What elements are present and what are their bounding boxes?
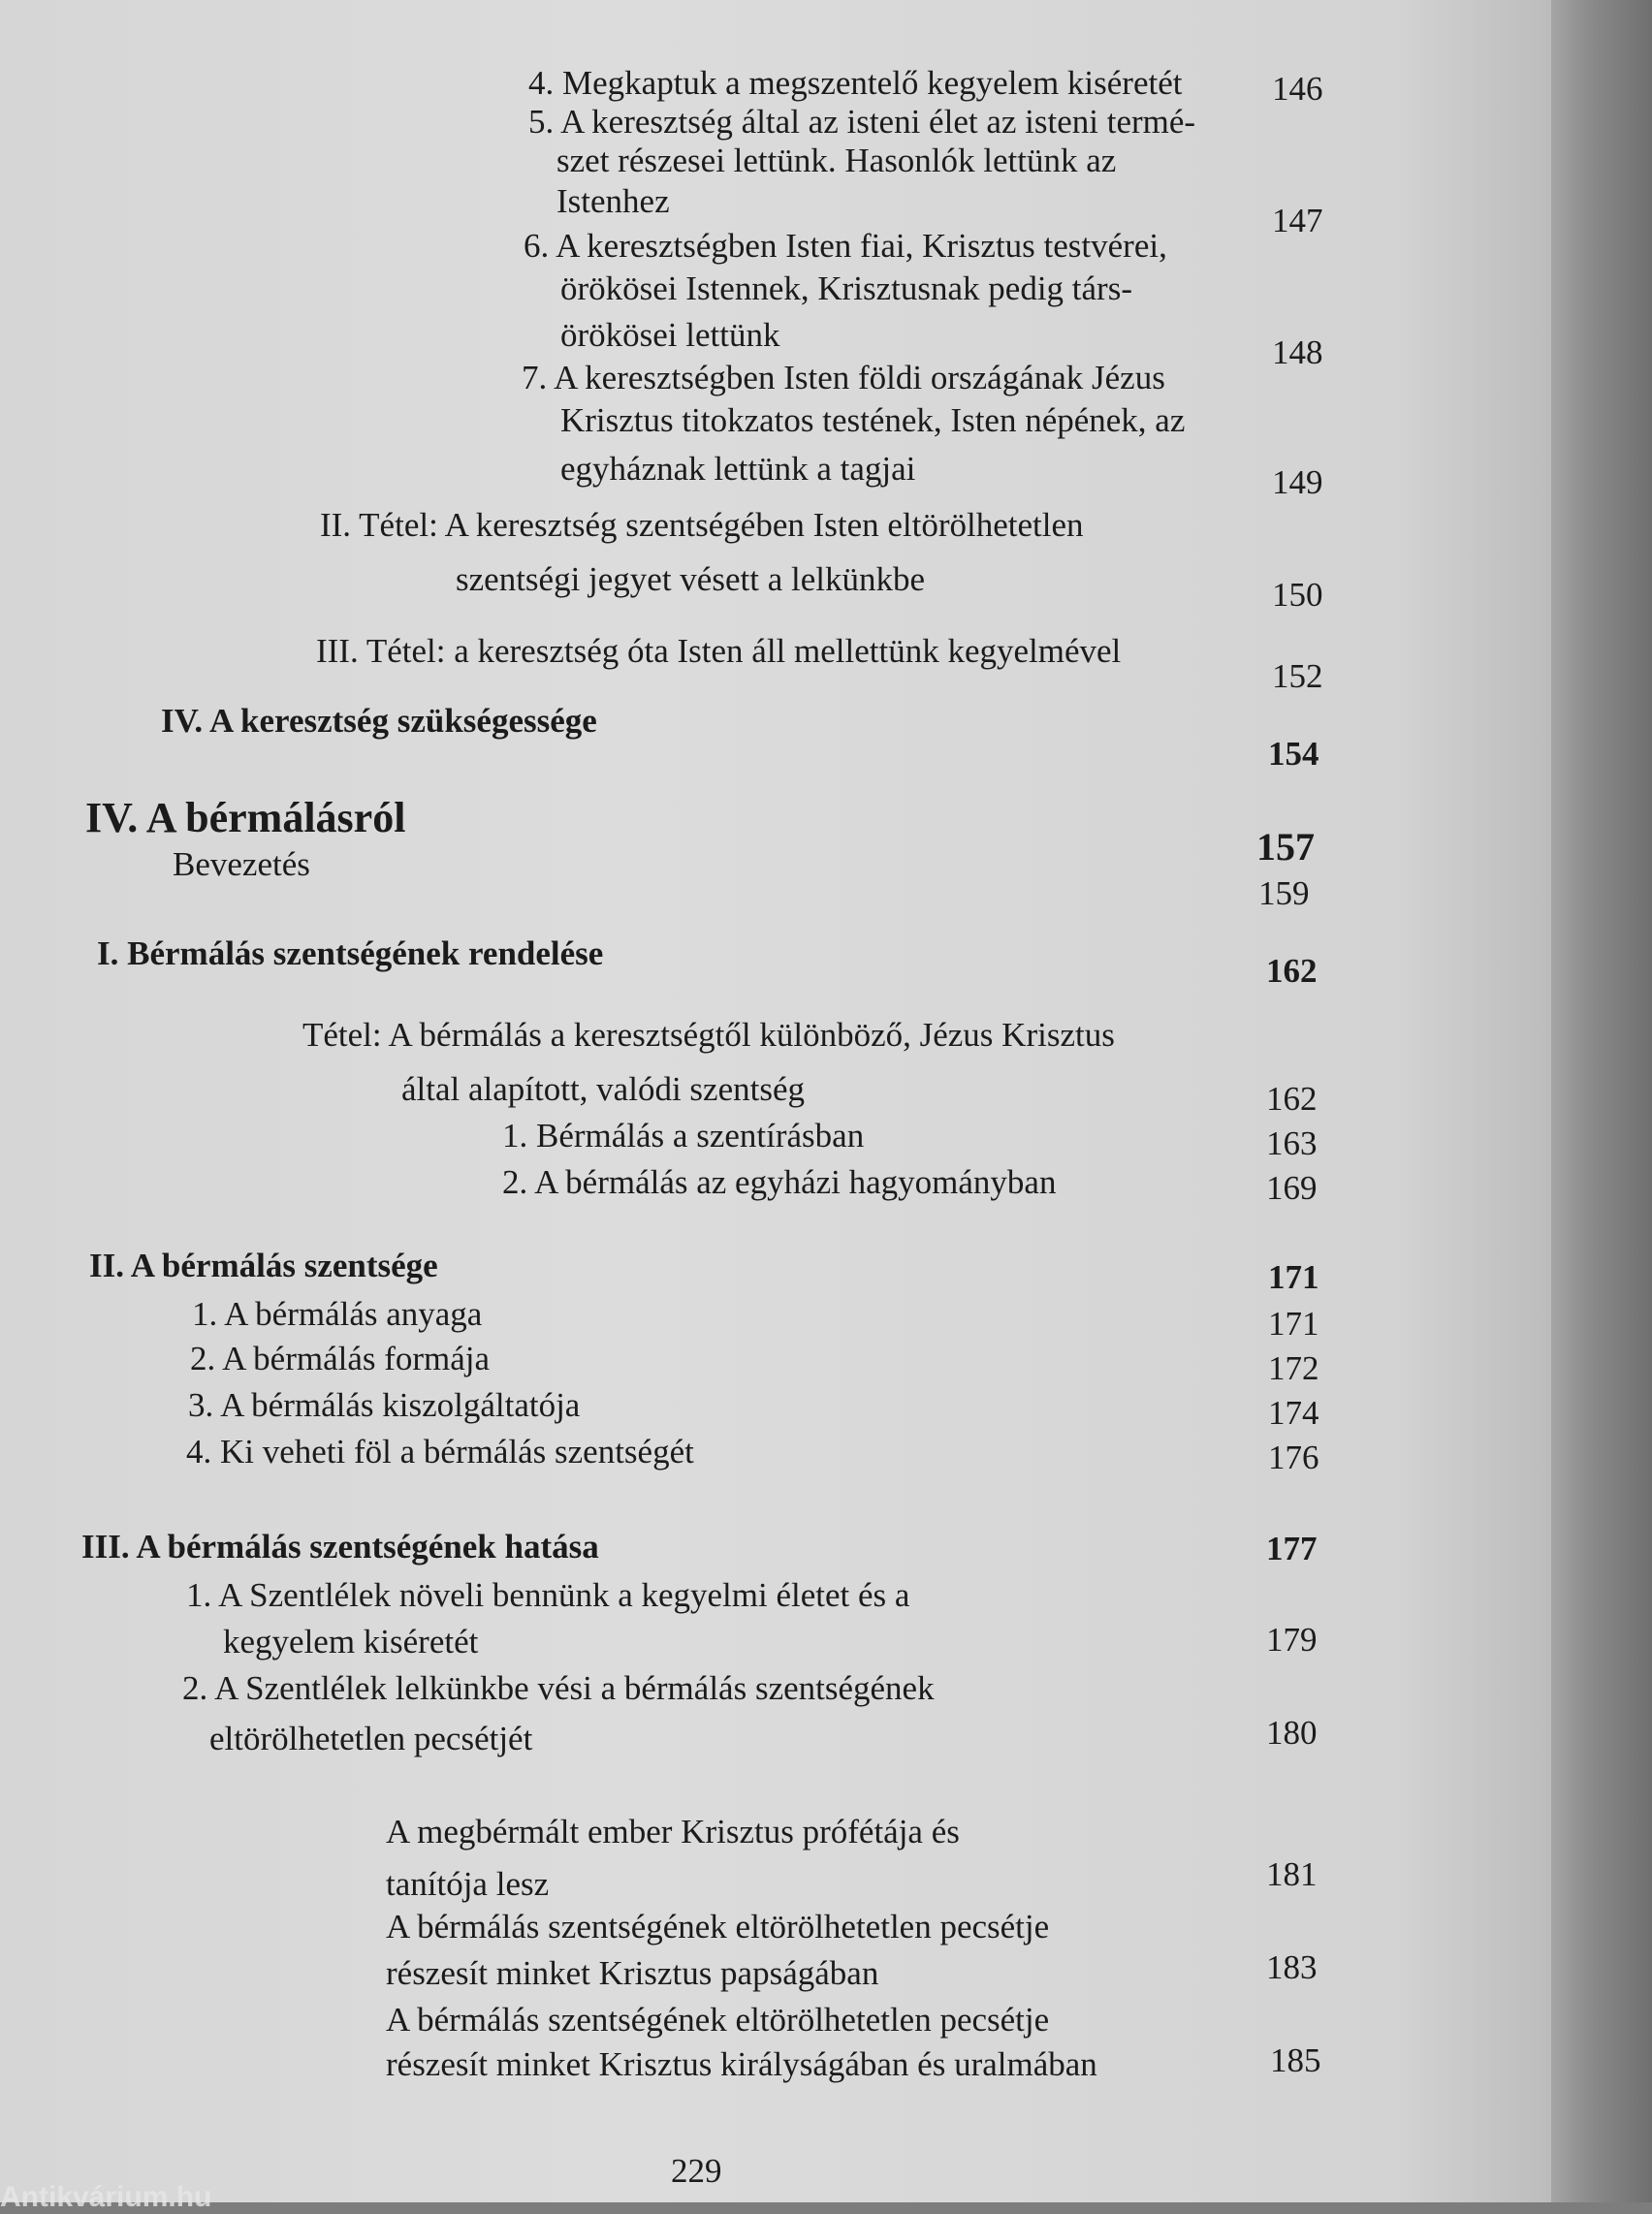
- toc-entry-page: 152: [1272, 657, 1323, 695]
- toc-entry-page: 149: [1272, 463, 1323, 501]
- toc-entry-page: 163: [1266, 1124, 1318, 1162]
- toc-entry-text: Istenhez: [556, 182, 670, 220]
- toc-entry-page: 181: [1266, 1855, 1318, 1893]
- toc-entry-page: 174: [1268, 1394, 1319, 1432]
- toc-entry-page: 162: [1266, 952, 1318, 990]
- toc-entry-text: A bérmálás szentségének eltörölhetetlen pecsétje: [386, 1908, 1050, 1945]
- toc-entry-text: 5. A keresztség által az isteni élet az isteni termé-: [528, 103, 1196, 141]
- toc-entry-text: egyháznak lettünk a tagjai: [560, 450, 916, 488]
- toc-entry-text: részesít minket Krisztus királyságában és uralmában: [386, 2045, 1097, 2083]
- toc-entry-page: 180: [1266, 1714, 1318, 1752]
- toc-entry-text: Krisztus titokzatos testének, Isten népének, az: [560, 401, 1186, 439]
- toc-entry-text: 6. A keresztségben Isten fiai, Krisztus testvérei,: [524, 227, 1167, 265]
- toc-entry-text: 2. A bérmálás formája: [190, 1340, 491, 1377]
- toc-entry-page: 146: [1272, 70, 1323, 108]
- toc-entry-text: II. Tétel: A keresztség szentségében Isten eltörölhetetlen: [320, 506, 1084, 544]
- toc-entry-page: 177: [1266, 1530, 1318, 1567]
- toc-entry-page: 171: [1268, 1258, 1319, 1296]
- toc-entry-text: Bevezetés: [173, 845, 310, 883]
- toc-entry-page: 154: [1268, 735, 1319, 773]
- toc-entry-page: 147: [1272, 202, 1323, 239]
- toc-entry-page: 172: [1268, 1349, 1319, 1387]
- toc-section-heading: IV. A keresztség szükségessége: [161, 702, 597, 740]
- book-edge-shadow: [1551, 0, 1652, 2202]
- toc-entry-page: 171: [1268, 1305, 1319, 1343]
- toc-entry-text: III. Tétel: a keresztség óta Isten áll mellettünk kegyelmével: [316, 632, 1122, 670]
- toc-entry-text: tanítója lesz: [386, 1865, 550, 1903]
- toc-chapter-heading: IV. A bérmálásról: [85, 794, 406, 841]
- toc-entry-text: 2. A bérmálás az egyházi hagyományban: [502, 1163, 1057, 1201]
- toc-entry-text: A megbérmált ember Krisztus prófétája és: [386, 1813, 960, 1850]
- toc-entry-text: örökösei Istennek, Krisztusnak pedig társ-: [560, 269, 1132, 307]
- toc-entry-page: 148: [1272, 333, 1323, 371]
- toc-entry-text: Tétel: A bérmálás a keresztségtől különböző, Jézus Krisztus: [302, 1016, 1115, 1054]
- toc-entry-page: 162: [1266, 1080, 1318, 1118]
- toc-entry-page: 157: [1256, 825, 1315, 869]
- toc-entry-text: 1. A bérmálás anyaga: [192, 1295, 483, 1333]
- toc-entry-page: 159: [1258, 874, 1310, 912]
- watermark: Antikvárium.hu: [0, 2181, 212, 2213]
- toc-entry-text: 1. Bérmálás a szentírásban: [502, 1117, 865, 1154]
- toc-entry-text: A bérmálás szentségének eltörölhetetlen pecsétje: [386, 2001, 1050, 2039]
- toc-entry-page: 185: [1270, 2041, 1321, 2079]
- toc-entry-text: örökösei lettünk: [560, 316, 780, 354]
- toc-entry-page: 150: [1272, 576, 1323, 614]
- toc-entry-text: 4. Megkaptuk a megszentelő kegyelem kiséretét: [528, 64, 1183, 102]
- toc-entry-text: részesít minket Krisztus papságában: [386, 1954, 879, 1992]
- page-number: 229: [671, 2152, 722, 2190]
- toc-entry-text: szet részesei lettünk. Hasonlók lettünk az: [556, 142, 1117, 179]
- toc-entry-text: 7. A keresztségben Isten földi országának Jézus: [522, 359, 1165, 396]
- toc-entry-page: 176: [1268, 1439, 1319, 1476]
- toc-section-heading: III. A bérmálás szentségének hatása: [81, 1528, 599, 1566]
- toc-entry-text: 4. Ki veheti föl a bérmálás szentségét: [186, 1433, 694, 1471]
- toc-entry-text: kegyelem kiséretét: [223, 1623, 479, 1660]
- toc-entry-text: 1. A Szentlélek növeli bennünk a kegyelmi életet és a: [186, 1576, 910, 1614]
- toc-entry-text: eltörölhetetlen pecsétjét: [209, 1720, 533, 1757]
- toc-entry-text: 2. A Szentlélek lelkünkbe vési a bérmálás szentségének: [182, 1669, 935, 1707]
- toc-entry-page: 179: [1266, 1621, 1318, 1659]
- toc-entry-page: 183: [1266, 1948, 1318, 1986]
- toc-entry-page: 169: [1266, 1169, 1318, 1207]
- toc-entry-text: 3. A bérmálás kiszolgáltatója: [188, 1386, 581, 1424]
- toc-section-heading: II. A bérmálás szentsége: [89, 1247, 438, 1284]
- toc-section-heading: I. Bérmálás szentségének rendelése: [97, 934, 604, 972]
- toc-entry-text: által alapított, valódi szentség: [401, 1070, 805, 1108]
- toc-entry-text: szentségi jegyet vésett a lelkünkbe: [456, 560, 926, 598]
